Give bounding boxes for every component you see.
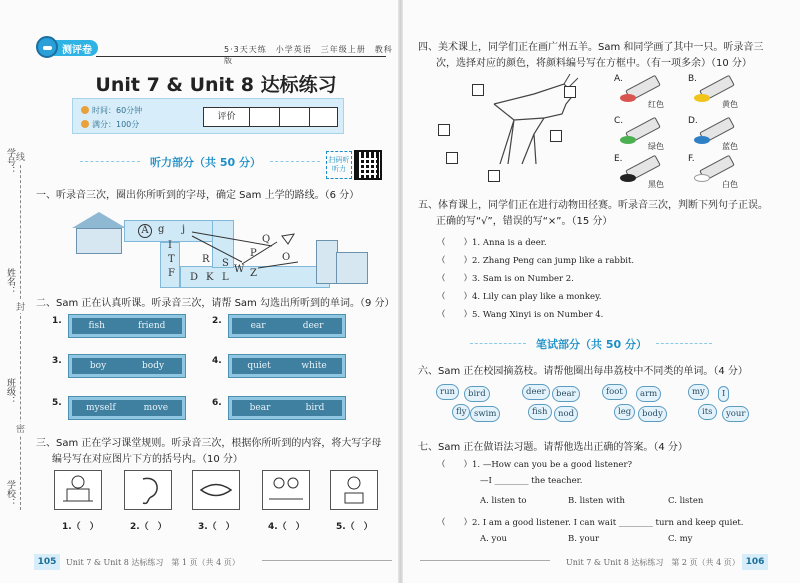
word-bubble[interactable]: I [718, 386, 729, 402]
raise-hand-picture [54, 470, 102, 510]
paint-blob [620, 174, 636, 182]
reading-picture [330, 470, 378, 510]
mc-question-text: ）1. —How can you be a good listener? [463, 460, 633, 470]
word-bubble[interactable]: nod [554, 406, 578, 422]
mc-question-text: ）2. I am a good listener. I can wait ________ turn and keep quiet. [463, 518, 744, 528]
evaluation-cell-1[interactable] [250, 108, 280, 126]
route-map [72, 206, 372, 288]
mc-question-2[interactable] [437, 516, 744, 528]
divider [80, 161, 140, 162]
mouth-icon [193, 471, 239, 509]
letter-I[interactable]: I [168, 240, 172, 251]
paint-option-b[interactable] [688, 74, 758, 114]
paint-blob [694, 136, 710, 144]
tf-row[interactable] [437, 236, 547, 248]
word-card[interactable] [68, 354, 186, 378]
time-text: 时间：60分钟 [92, 106, 143, 115]
answer-paren: （ [437, 238, 446, 248]
lychee-bunch-3 [602, 384, 662, 426]
letter-g[interactable]: g [158, 224, 165, 235]
tight-mark: 密 [16, 422, 25, 435]
tf-row[interactable] [437, 290, 601, 302]
line-mark: 线 [16, 150, 25, 163]
card-number: 5. [52, 398, 62, 408]
word-card[interactable] [228, 314, 346, 338]
answer-box-back[interactable] [472, 84, 484, 96]
queue-picture [262, 470, 310, 510]
word-bubble[interactable]: bear [552, 386, 580, 402]
paint-letter: A. [614, 74, 623, 84]
answer-paren: （ [437, 310, 446, 320]
score-info [81, 119, 139, 130]
tf-statement: ）1. Anna is a deer. [463, 238, 547, 248]
paint-option-e[interactable] [614, 154, 684, 194]
paint-color-name: 绿色 [648, 142, 664, 151]
letter-A[interactable]: A [138, 224, 152, 238]
answer-paren: （ [437, 292, 446, 302]
header-rule [96, 56, 386, 57]
question-7: 七、Sam 正在做语法习题。请帮他选出正确的答案。（4 分） [418, 442, 688, 453]
card-number: 1. [52, 316, 62, 326]
question-2: 二、Sam 正在认真听课。听录音三次，请帮 Sam 勾选出所听到的单词。（9 分） [36, 298, 395, 309]
card-number: 2. [212, 316, 222, 326]
series-label: 5·3天天练 小学英语 三年级上册 教科版 [224, 45, 393, 65]
letter-F[interactable]: F [168, 268, 175, 279]
paint-letter: E. [614, 154, 623, 164]
answer-2[interactable]: 2.（ ） [130, 522, 167, 532]
paint-letter: D. [688, 116, 698, 126]
time-info [81, 105, 142, 116]
letter-L[interactable]: L [222, 272, 229, 283]
page-number-right: 106 [742, 554, 768, 570]
brand-logo [36, 36, 100, 58]
mc-blank-line: —I ________ the teacher. [480, 476, 583, 486]
class-label: 班级： [5, 378, 15, 405]
paint-blob [620, 136, 636, 144]
page-number-left: 105 [34, 554, 60, 570]
word-card[interactable] [68, 314, 186, 338]
answer-paren: （ [437, 274, 446, 284]
question-3-line1: 三、Sam 正在学习课堂规则。听录音三次，根据你所听到的内容，将大写字母 [36, 438, 382, 449]
word-option[interactable]: myself [85, 403, 116, 413]
card-number: 3. [52, 356, 62, 366]
qr-block[interactable] [326, 150, 381, 180]
answer-5[interactable]: 5.（ ） [336, 522, 373, 532]
word-card[interactable] [228, 396, 346, 420]
tf-row[interactable] [437, 272, 574, 284]
clock-icon [81, 106, 89, 114]
question-5-line2: 正确的写“√”，错误的写“×”。（15 分） [436, 216, 613, 227]
answer-box-body[interactable] [438, 124, 450, 136]
evaluation-table [203, 107, 338, 127]
school-label: 学校： [5, 480, 15, 507]
divider [470, 343, 526, 344]
question-4-line1: 四、美术课上，同学们正在画广州五羊。Sam 和同学画了其中一只。听录音三 [418, 42, 764, 53]
paint-color-name: 黄色 [722, 100, 738, 109]
word-bubble[interactable]: deer [522, 384, 550, 400]
cut-line [20, 150, 21, 510]
letter-R[interactable]: R [202, 254, 210, 265]
mc-question-1[interactable] [437, 458, 632, 470]
footer-right-text: Unit 7 & Unit 8 达标练习 第 2 页（共 4 页） [566, 558, 740, 567]
answer-4[interactable]: 4.（ ） [268, 522, 305, 532]
word-bubble[interactable]: my [688, 384, 709, 400]
students-icon [263, 471, 309, 509]
tf-statement: ）2. Zhang Peng can jump like a rabbit. [463, 256, 635, 266]
footer-left-text: Unit 7 & Unit 8 达标练习 第 1 页（共 4 页） [66, 558, 240, 567]
school-tower [316, 240, 338, 284]
ear-picture [124, 470, 172, 510]
word-bubble[interactable]: its [698, 404, 717, 420]
paint-blob [694, 94, 710, 102]
answer-paren: （ [437, 256, 446, 266]
tf-statement: ）3. Sam is on Number 2. [463, 274, 574, 284]
seal-mark: 封 [16, 300, 25, 313]
question-5-line1: 五、体育课上，同学们正在进行动物田径赛。听录音三次，判断下列句子正误。 [418, 200, 768, 211]
paint-option-f[interactable] [688, 154, 758, 194]
word-option[interactable]: body [142, 361, 165, 371]
mc2-option-b[interactable]: B. your [568, 534, 600, 544]
answer-box-leg[interactable] [446, 152, 458, 164]
paint-color-name: 蓝色 [722, 142, 738, 151]
word-bubble[interactable]: swim [470, 406, 500, 422]
binding-margin [0, 0, 34, 583]
tf-row[interactable] [437, 254, 634, 266]
footer-rule [420, 560, 550, 561]
school-icon [312, 226, 372, 286]
lychee-bunch-2 [518, 384, 578, 426]
word-option[interactable]: boy [89, 361, 107, 371]
tf-row[interactable] [437, 308, 603, 320]
letter-T[interactable]: T [168, 254, 175, 265]
letter-j[interactable]: j [182, 224, 186, 235]
score-icon [81, 120, 89, 128]
paint-color-name: 白色 [722, 180, 738, 189]
info-box [72, 98, 344, 134]
letter-P[interactable]: P [250, 248, 257, 259]
paint-option-a[interactable] [614, 74, 684, 114]
listening-section-title: 听力部分（共 50 分） [150, 156, 261, 169]
answer-box-hoof[interactable] [488, 170, 500, 182]
word-bubble[interactable]: fly [452, 404, 470, 420]
answer-paren: （ [437, 460, 446, 470]
word-bubble[interactable]: arm [636, 386, 661, 402]
answer-3[interactable]: 3.（ ） [198, 522, 235, 532]
book-spine [398, 0, 403, 583]
question-6: 六、Sam 正在校园摘荔枝。请帮他圈出每串荔枝中不同类的单词。（4 分） [418, 366, 748, 377]
evaluation-cell-3[interactable] [310, 108, 337, 126]
school-hall [336, 252, 368, 284]
paint-blob [694, 174, 710, 182]
paint-letter: B. [688, 74, 698, 84]
paint-letter: C. [614, 116, 624, 126]
card-number: 6. [212, 398, 222, 408]
score-text: 满分：100分 [92, 120, 140, 129]
lychee-bunch-4 [684, 384, 744, 426]
qr-code-icon[interactable] [354, 150, 382, 180]
word-option[interactable]: quiet [247, 361, 271, 371]
word-card[interactable] [68, 396, 186, 420]
student-id-label: 学号： [5, 148, 15, 175]
letter-W[interactable]: W [234, 264, 245, 275]
page-title: Unit 7 & Unit 8 达标练习 [95, 74, 337, 96]
divider [656, 343, 712, 344]
word-option[interactable]: friend [138, 321, 166, 331]
word-option[interactable]: ear [250, 321, 266, 331]
word-option[interactable]: move [143, 403, 169, 413]
letter-O[interactable]: O [282, 252, 291, 263]
footer-rule [262, 560, 392, 561]
divider [270, 161, 320, 162]
word-option[interactable]: bear [249, 403, 271, 413]
word-bubble[interactable]: leg [614, 404, 635, 420]
ear-icon [125, 471, 171, 509]
word-bubble[interactable]: foot [602, 384, 627, 400]
letter-Z[interactable]: Z [250, 268, 257, 279]
paint-letter: F. [688, 154, 695, 164]
question-3-line2: 编号写在对应图片下方的括号内。（10 分） [52, 454, 243, 465]
letter-Q[interactable]: Q [262, 234, 271, 245]
answer-1[interactable]: 1.（ ） [62, 522, 99, 532]
paint-blob [620, 94, 636, 102]
word-bubble[interactable]: run [436, 384, 459, 400]
paint-color-name: 红色 [648, 100, 664, 109]
qr-caption: 扫码听听力 [326, 151, 352, 179]
mc1-option-c[interactable]: C. listen [668, 496, 704, 506]
mascot-icon [36, 36, 58, 58]
paint-option-d[interactable] [688, 116, 758, 156]
answer-paren: （ [437, 518, 446, 528]
word-bubble[interactable]: fish [528, 404, 552, 420]
word-card[interactable] [228, 354, 346, 378]
girl-reading-icon [331, 471, 377, 509]
letter-D[interactable]: D [190, 272, 199, 283]
paint-option-c[interactable] [614, 116, 684, 156]
mc2-option-c[interactable]: C. my [668, 534, 693, 544]
word-option[interactable]: deer [302, 321, 324, 331]
evaluation-cell-2[interactable] [280, 108, 310, 126]
answer-box-head[interactable] [564, 86, 576, 98]
mc2-option-a[interactable]: A. you [480, 534, 507, 544]
evaluation-label: 评价 [204, 108, 250, 126]
mc1-option-a[interactable]: A. listen to [480, 496, 527, 506]
logo-tag: 测评卷 [54, 40, 98, 56]
writing-section-title: 笔试部分（共 50 分） [536, 338, 647, 351]
question-4-line2: 次，选择对应的颜色，将颜料编号写在方框中。（有一项多余）（10 分） [436, 58, 752, 69]
lychee-bunch-1 [436, 384, 496, 426]
word-bubble[interactable]: bird [464, 386, 490, 402]
word-bubble[interactable]: your [722, 406, 749, 422]
card-number: 4. [212, 356, 222, 366]
word-option[interactable]: white [301, 361, 327, 371]
answer-box-horn[interactable] [550, 130, 562, 142]
mc1-option-b[interactable]: B. listen with [568, 496, 625, 506]
name-label: 姓名： [5, 268, 15, 295]
student-desk-icon [55, 471, 101, 509]
word-option[interactable]: fish [88, 321, 105, 331]
paint-color-name: 黑色 [648, 180, 664, 189]
word-option[interactable]: bird [305, 403, 325, 413]
mouth-picture [192, 470, 240, 510]
letter-S[interactable]: S [222, 258, 229, 269]
word-bubble[interactable]: body [638, 406, 667, 422]
tf-statement: ）5. Wang Xinyi is on Number 4. [463, 310, 604, 320]
tf-statement: ）4. Lily can play like a monkey. [463, 292, 602, 302]
question-1: 一、听录音三次，圈出你所听到的字母，确定 Sam 上学的路线。（6 分） [36, 190, 360, 201]
letter-K[interactable]: K [206, 272, 214, 283]
